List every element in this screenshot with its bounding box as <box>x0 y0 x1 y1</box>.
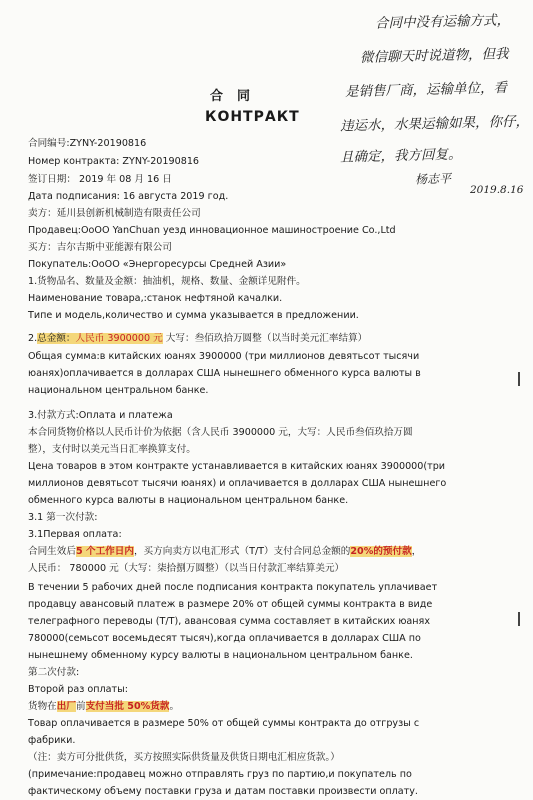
note-ru2: фактическому объему поставки груза и датам поставки произвести оплату. <box>28 786 418 797</box>
section2-amount-words: 大写：叁佰玖拾万圆整（以当时美元汇率结算） <box>162 333 368 344</box>
handwritten-date: 2019.8.16 <box>470 184 524 196</box>
handwritten-line: 且确定，我方回复。 <box>339 146 462 166</box>
first-payment-ru5: нынешнему обменному курсу валюты в национальном центральном банке. <box>28 650 413 661</box>
section3-heading: 3.付款方式:Оплата и платежа <box>28 410 173 421</box>
contract-number-ru: Номер контракта: ZYNY-20190816 <box>28 156 200 167</box>
buyer-ru: Покупатель:OoOO «Энергоресурсы Средней Азии» <box>28 259 287 270</box>
section2-total <box>28 333 367 345</box>
first-payment-percent: 20%的预付款 <box>350 546 412 557</box>
section1-line1: 1.货物品名、数量及金额：抽油机，规格、数量、金额详见附件。 <box>28 276 306 287</box>
title-chinese: 合同 <box>210 89 265 104</box>
title-russian: КОНТРАКТ <box>205 109 300 125</box>
section32-ru: Второй раз оплаты: <box>28 684 128 695</box>
section3-cn2: 整），支付时以美元当日汇率换算支付。 <box>28 444 196 455</box>
second-payment-e: 。 <box>169 701 180 712</box>
section31-cn: 3.1 第一次付款: <box>28 512 98 523</box>
second-payment-ru1: Товар оплачивается в размере 50% от общей суммы контракта до отгрузы с <box>28 718 420 729</box>
section1-line2: Наименование товара,:станок нефтяной качалки. <box>28 293 283 304</box>
first-payment-c: ，买方向卖方以电汇形式（T/T）支付合同总金额的 <box>133 546 351 557</box>
margin-mark <box>518 372 520 386</box>
first-payment-line <box>28 546 421 558</box>
handwritten-line: 合同中没有运输方式， <box>374 12 511 32</box>
first-payment-ru2: продавцу авансовый платеж в размере 20% от общей суммы контракта в виде <box>28 599 433 610</box>
section2-prefix: 2. <box>28 333 38 344</box>
second-payment-percent: 支付当批 50%货款 <box>85 701 170 712</box>
first-payment-ru3: телеграфного переводы (T/T), авансовая сумма составляет в китайских юанях <box>28 616 430 627</box>
second-payment-ru2: фабрики. <box>28 735 76 746</box>
section2-ru1: Общая сумма:в китайских юанях 3900000 (три миллионов девятьсот тысячи <box>28 351 420 362</box>
handwritten-line: 微信聊天时说道物，但我 <box>359 46 509 66</box>
first-payment-line2: 人民币： 780000 元（大写：柒拾捌万圆整）（以当日付款汇率结算美元） <box>28 563 345 574</box>
second-payment-line <box>28 701 179 713</box>
second-payment-factory: 出厂 <box>56 701 76 712</box>
second-payment-a: 货物在 <box>28 701 57 712</box>
section2-label: 总金额： <box>37 333 76 344</box>
section3-ru2: миллионов девятьсот тысячи юанях) и оплачивается в долларах США нынешнего <box>28 478 447 489</box>
seller-cn: 卖方：延川县创新机械制造有限责任公司 <box>28 208 201 219</box>
margin-mark <box>518 612 520 626</box>
seller-ru: Продавец:OoOO YanChuan уезд инновационное машиностроение Co.,Ltd <box>28 225 396 236</box>
sign-date-cn: 签订日期： 2019 年 08 月 16 日 <box>28 174 172 185</box>
sign-date-ru: Дата подписания: 16 августа 2019 год. <box>28 191 229 202</box>
note-ru1: (примечание:продавец можно отправлять груз по партию,и покупатель по <box>28 769 412 780</box>
first-payment-days: 5 个工作日内 <box>75 546 134 557</box>
section1-line3: Типе и модель,количество и сумма указывается в предложении. <box>28 310 359 321</box>
first-payment-e: ， <box>411 546 422 557</box>
section32-cn: 第二次付款: <box>28 667 80 678</box>
buyer-cn: 买方：吉尔吉斯中亚能源有限公司 <box>28 242 172 253</box>
section2-ru3: национальном центральном банке. <box>28 385 209 396</box>
section3-ru1: Цена товаров в этом контракте устанавливается в китайских юанях 3900000(три <box>28 461 446 472</box>
second-payment-c: 前 <box>75 701 86 712</box>
section3-ru3: обменного курса валюты в национальном центральном банке. <box>28 495 349 506</box>
first-payment-a: 合同生效后 <box>28 546 76 557</box>
handwritten-line: 是销售厂商，运输单位，看 <box>344 79 508 101</box>
section2-amount: 人民币 3900000 元 <box>75 333 163 344</box>
handwritten-line: 违运水，水果运输如果，你仔， <box>339 113 530 135</box>
note-cn: （注：卖方可分批供货，买方按照实际供货量及供货日期电汇相应货款。） <box>28 752 340 763</box>
handwritten-signature: 杨志平 <box>414 171 452 187</box>
section31-ru: 3.1Первая оплата: <box>28 529 122 540</box>
section3-cn1: 本合同货物价格以人民币计价为依据（含人民币 3900000 元，大写：人民币叁佰玖拾万圆 <box>28 427 413 438</box>
first-payment-ru1: В течении 5 рабочих дней после подписания контракта покупатель уплачивает <box>28 582 438 593</box>
contract-number-cn: 合同编号:ZYNY-20190816 <box>28 138 147 149</box>
section2-ru2: юанях)оплачивается в долларах США нынешнего обменного курса валюты в <box>28 368 421 379</box>
first-payment-ru4: 780000(семьсот восемьдесят тысяч),когда оплачивается в долларах США по <box>28 633 421 644</box>
